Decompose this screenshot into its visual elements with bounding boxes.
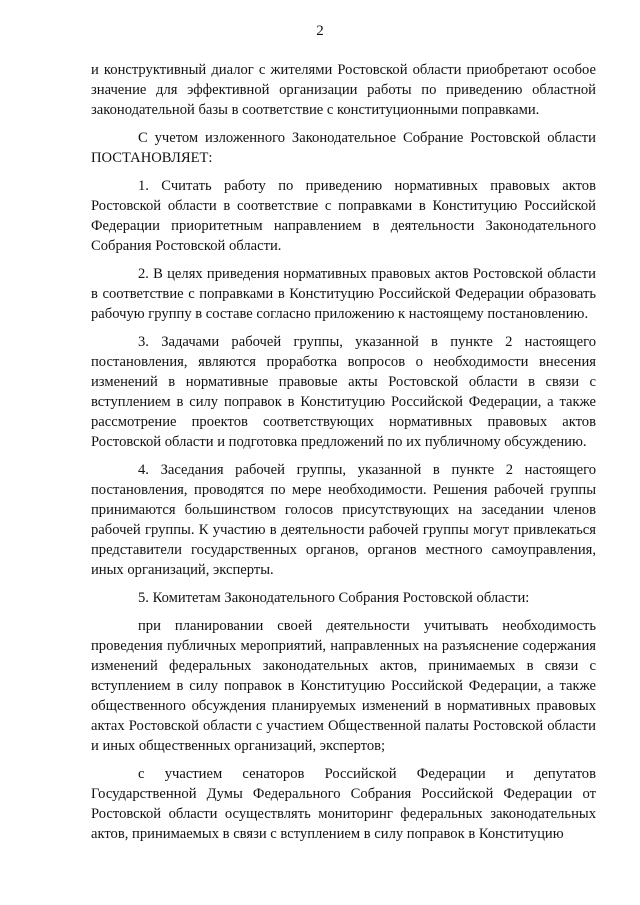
paragraph-item-5-clause-1: при планировании своей деятельности учитывать необходимость проведения публичных мероприятий, направленных на разъяснение содержания изменений федеральных законодательных актов, принимаемых в связи с вступлением в силу поправок в Конституцию Российской Федерации, а также общественного обсуждения планируемых изменений в нормативных правовых актах Ростовской области с участием Общественной палаты Ростовской области и иных общественных организаций, экспертов;: [91, 618, 596, 754]
paragraph-item-2: 2. В целях приведения нормативных правовых актов Ростовской области в соответствие с поправками в Конституцию Российской Федерации образовать рабочую группу в составе согласно приложению к настоящему постановлению.: [91, 266, 596, 322]
paragraph-intro-continuation: и конструктивный диалог с жителями Ростовской области приобретают особое значение для эффективной организации работы по приведению областной законодательной базы в соответствие с конституционными поправками.: [91, 62, 596, 118]
paragraph-item-4: 4. Заседания рабочей группы, указанной в пункте 2 настоящего постановления, проводятся по мере необходимости. Решения рабочей группы принимаются большинством голосов присутствующих на заседании членов рабочей группы. К участию в деятельности рабочей группы могут привлекаться представители государственных органов, органов местного самоуправления, иных организаций, эксперты.: [91, 462, 596, 578]
paragraph-item-1: 1. Считать работу по приведению нормативных правовых актов Ростовской области в соответствие с поправками в Конституцию Российской Федерации приоритетным направлением в деятельности Законодательного Собрания Ростовской области.: [91, 178, 596, 254]
paragraph-item-5: 5. Комитетам Законодательного Собрания Ростовской области:: [138, 590, 530, 606]
paragraph-resolution-preamble: С учетом изложенного Законодательное Собрание Ростовской области ПОСТАНОВЛЯЕТ:: [91, 130, 596, 166]
page-number: 2: [316, 23, 324, 39]
paragraph-item-5-clause-2: с участием сенаторов Российской Федерации и депутатов Государственной Думы Федерального Собрания Российской Федерации от Ростовской области осуществлять мониторинг федеральных законодательных актов, принимаемых в связи с вступлением в силу поправок в Конституцию: [91, 766, 596, 842]
document-body: [91, 60, 596, 852]
paragraph-item-3: 3. Задачами рабочей группы, указанной в пункте 2 настоящего постановления, являются проработка вопросов о необходимости внесения изменений в нормативные правовые акты Ростовской области в связи с вступлением в силу поправок в Конституцию Российской Федерации, а также рассмотрение проектов соответствующих нормативных правовых актов Ростовской области и подготовка предложений по их публичному обсуждению.: [91, 334, 596, 450]
